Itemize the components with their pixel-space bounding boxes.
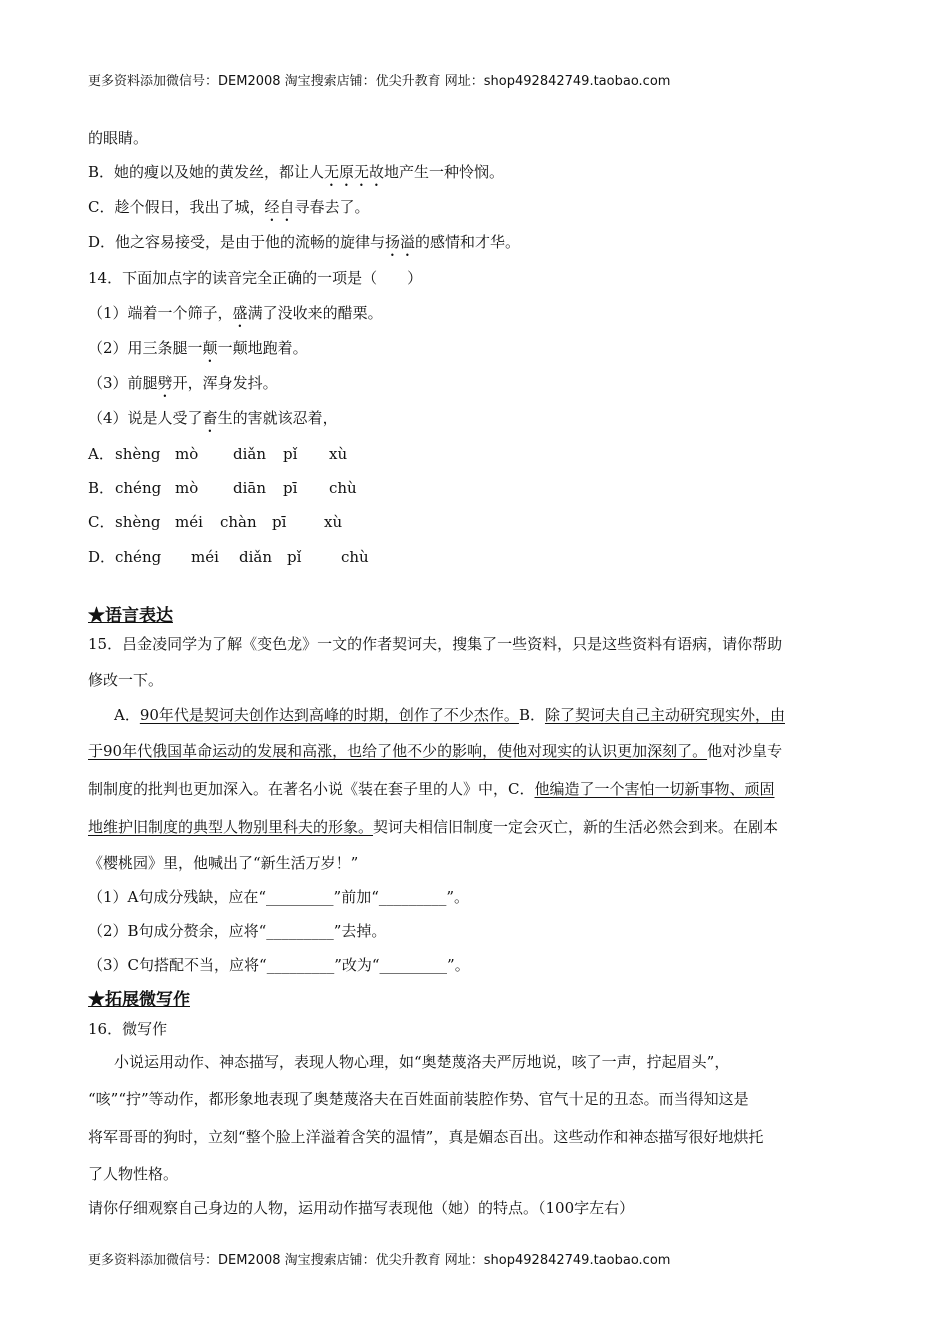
q15-passage-line: 地维护旧制度的典型人物别里科夫的形象。契诃夫相信旧制度一定会灭亡，新的生活必然会到来。在剧本 <box>88 818 779 836</box>
q15-subquestion-1: （1）A句成分残缺，应在“_________”前加“_________”。 <box>88 888 470 906</box>
q15-passage-line: 于90年代俄国革命运动的发展和高涨，也给了他不少的影响，使他对现实的认识更加深刻了。他对沙皇专 <box>88 742 783 760</box>
q15-passage-line: 《樱桃园》里，他喊出了“新生活万岁！” <box>88 854 359 872</box>
q15-passage-line: A．90年代是契诃夫创作达到高峰的时期，创作了不少杰作。B．除了契诃夫自己主动研究现实外，由 <box>114 706 785 724</box>
section-heading-writing: ★拓展微写作 <box>88 990 190 1010</box>
page-footer: 更多资料添加微信号：DEM2008 淘宝搜索店铺：优尖升教育 网址：shop492842749.taobao.com <box>88 1253 671 1268</box>
sentence-b: 除了契诃夫自己主动研究现实外，由 <box>544 706 785 724</box>
q16-passage-line: 了人物性格。 <box>88 1165 179 1183</box>
q14-option-d: D．chéng méi diǎn pǐ chù <box>88 548 369 566</box>
q14-stem: 14．下面加点字的读音完全正确的一项是（ ） <box>88 269 423 287</box>
q13-option-c: C．趁个假日，我出了城，经自寻春去了。 <box>88 198 370 216</box>
sentence-c: 他编造了一个害怕一切新事物、顽固 <box>534 780 775 798</box>
q16-task: 请你仔细观察自己身边的人物，运用动作描写表现他（她）的特点。（100字左右） <box>88 1199 635 1217</box>
page-header: 更多资料添加微信号：DEM2008 淘宝搜索店铺：优尖升教育 网址：shop492842749.taobao.com <box>88 74 671 89</box>
q14-item-1: （1）端着一个筛子，盛满了没收来的醋栗。 <box>88 304 383 322</box>
q14-option-b: B．chéng mò diān pī chù <box>88 479 357 497</box>
q16-stem: 16．微写作 <box>88 1020 168 1038</box>
q13-option-b: B．她的瘦以及她的黄发丝，都让人无原无故地产生一种怜悯。 <box>88 163 505 181</box>
q14-item-2: （2）用三条腿一颠一颠地跑着。 <box>88 339 308 357</box>
q14-option-a: A．shèng mò diǎn pǐ xù <box>88 445 348 463</box>
q16-passage-line: 小说运用动作、神态描写，表现人物心理，如“奥楚蔑洛夫严厉地说，咳了一声，拧起眉头”， <box>114 1053 730 1071</box>
q14-item-4: （4）说是人受了畜生的害就该忍着， <box>88 409 338 427</box>
q14-option-c: C．shèng méi chàn pī xù <box>88 513 343 531</box>
q15-stem: 15．吕金凌同学为了解《变色龙》一文的作者契诃夫，搜集了一些资料，只是这些资料有语病，请你帮助 <box>88 635 783 653</box>
sentence-a: 90年代是契诃夫创作达到高峰的时期，创作了不少杰作。 <box>139 706 519 724</box>
q15-subquestion-3: （3）C句搭配不当，应将“_________”改为“_________”。 <box>88 956 470 974</box>
sentence-c-cont: 地维护旧制度的典型人物别里科夫的形象。 <box>88 818 374 836</box>
section-heading-language: ★语言表达 <box>88 606 173 626</box>
q13-option-d: D．他之容易接受，是由于他的流畅的旋律与扬溢的感情和才华。 <box>88 233 521 251</box>
q14-item-3: （3）前腿劈开，浑身发抖。 <box>88 374 278 392</box>
q16-passage-line: 将军哥哥的狗时，立刻“整个脸上洋溢着含笑的温情”，真是媚态百出。这些动作和神态描写很好地烘托 <box>88 1128 764 1146</box>
q15-passage-line: 制制度的批判也更加深入。在著名小说《装在套子里的人》中，C．他编造了一个害怕一切新事物、顽固 <box>88 780 775 798</box>
q16-passage-line: “咳”“拧”等动作，都形象地表现了奥楚蔑洛夫在百姓面前装腔作势、官气十足的丑态。而当得知这是 <box>88 1090 749 1108</box>
sentence-b-cont: 于90年代俄国革命运动的发展和高涨，也给了他不少的影响，使他对现实的认识更加深刻了。 <box>88 742 708 760</box>
q13-continuation: 的眼睛。 <box>88 129 149 147</box>
q15-subquestion-2: （2）B句成分赘余，应将“_________”去掉。 <box>88 922 387 940</box>
q15-stem-cont: 修改一下。 <box>88 671 164 689</box>
